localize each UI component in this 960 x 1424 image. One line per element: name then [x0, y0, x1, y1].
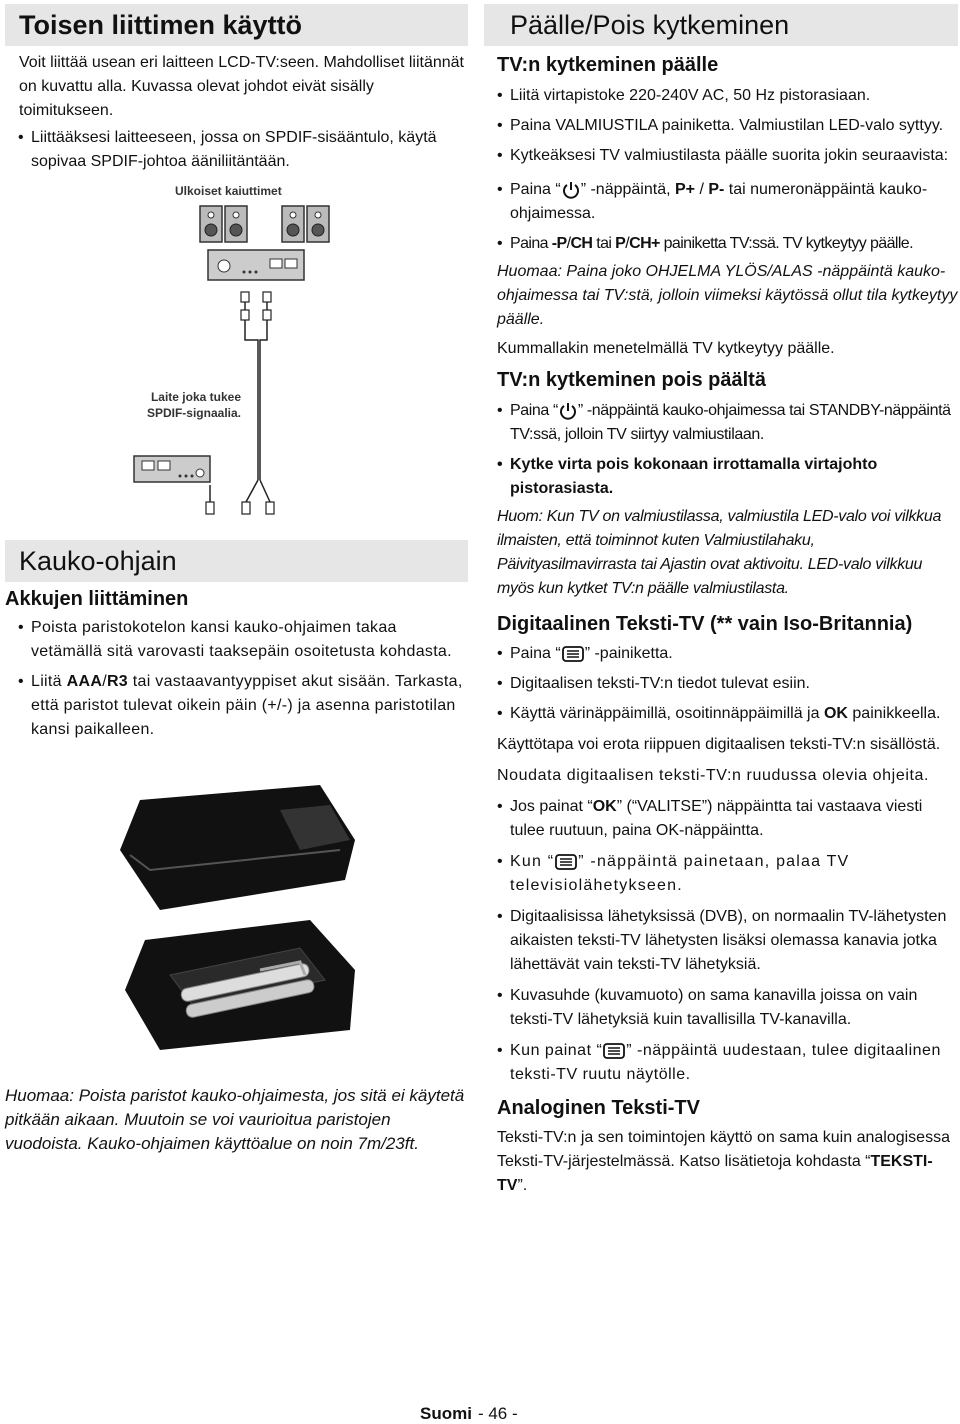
paragraph: Käyttötapa voi erota riippuen digitaalisen teksti-TV:n sisällöstä. — [497, 736, 941, 753]
list-item: • Poista paristokotelon kansi kauko-ohjaimen takaa vetämällä sitä varovasti taaksepäin osoitetusta kohdasta. — [5, 616, 468, 664]
spdif-device-label — [120, 389, 241, 421]
remote-section — [5, 540, 468, 742]
list-item: • Paina -P/CH tai P/CH+ painiketta TV:ssä. TV kytkeytyy päälle. — [484, 232, 958, 256]
right-column — [484, 0, 958, 1198]
speakers-label: Ulkoiset kaiuttimet — [175, 184, 282, 198]
battery-note: Huomaa: Poista paristot kauko-ohjaimesta, jos sitä ei käytetä pitkään aikaan. Muutoin se voi vaurioitua paristojen vuodoista. Kauko-ohjaimen käyttöalue on noin 7m/23ft. — [5, 1086, 465, 1153]
device-label-line2: SPDIF-signaalia. — [146, 406, 241, 420]
subtitle-digital-teletext: Digitaalinen Teksti-TV (** vain Iso-Britannia) — [497, 613, 913, 635]
list-item: • Paina “ ” -näppäintä kauko-ohjaimessa tai STANDBY-näppäintä TV:ssä, jolloin TV siirtyy valmiustilaan. — [484, 399, 958, 447]
digital-teletext-list-1 — [484, 642, 958, 726]
teletext-icon — [561, 645, 585, 663]
turn-on-list — [484, 84, 958, 256]
power-icon — [558, 401, 578, 421]
section-title-second-connector: Toisen liittimen käyttö — [5, 4, 468, 46]
teletext-icon — [602, 1042, 626, 1060]
teletext-icon — [554, 853, 578, 871]
list-item: • Digitaalisissa lähetyksissä (DVB), on normaalin TV-lähetysten aikaisten teksti-TV lähetysten lisäksi olemassa kanavia jotka lähettävät vain teksti-TV lähetyksiä. — [484, 905, 958, 977]
left-column — [5, 0, 468, 174]
spdif-connection-diagram — [120, 180, 360, 530]
footer-language: Suomi — [420, 1404, 472, 1423]
list-item: • Jos painat “OK” (“VALITSE”) näppäintta tai vastaava viesti tulee ruutuun, paina OK-näppäintta. — [484, 795, 958, 843]
amplifier-icon — [208, 250, 304, 280]
list-item: • Paina VALMIUSTILA painiketta. Valmiustilan LED-valo syttyy. — [484, 114, 958, 138]
audio-cable — [245, 298, 267, 480]
intro-paragraph: Voit liittää usean eri laitteen LCD-TV:seen. Mahdolliset liitännät on kuvattu alla. Kuvassa olevat johdot eivät sisälly toimitukseen. — [19, 54, 464, 119]
section-title-power: Päälle/Pois kytkeminen — [484, 4, 958, 46]
remote-battery-photo — [100, 780, 370, 1080]
page-number: - 46 - — [477, 1404, 518, 1423]
page-footer — [420, 1404, 518, 1424]
subtitle-turn-off: TV:n kytkeminen pois päältä — [497, 369, 766, 391]
analog-paragraph: Teksti-TV:n ja sen toimintojen käyttö on sama kuin analogisessa Teksti-TV-järjestelmässä. Katso lisätietoja kohdasta “TEKSTI-TV”. — [497, 1129, 950, 1194]
spdif-list — [5, 126, 468, 174]
turn-on-note: Huomaa: Paina joko OHJELMA YLÖS/ALAS -näppäintä kauko-ohjaimessa tai TV:stä, jolloin viimeksi käytössä ollut tila kytkeytyy päälle. — [497, 263, 958, 328]
list-item: • Kun “ ” -näppäintä painetaan, palaa TV televisiolähetykseen. — [484, 850, 958, 898]
list-item: • Paina “ ” -näppäintä, P+ / P- tai numeronäppäintä kauko-ohjaimessa. — [484, 178, 958, 226]
list-item: • Kun painat “ ” -näppäintä uudestaan, tulee digitaalinen teksti-TV ruutu näytölle. — [484, 1039, 958, 1087]
speaker-left-pair-icon — [200, 206, 247, 242]
list-item: • Digitaalisen teksti-TV:n tiedot tulevat esiin. — [484, 672, 958, 696]
turn-on-summary: Kummallakin menetelmällä TV kytkeytyy päälle. — [497, 340, 835, 357]
speaker-right-pair-icon — [282, 206, 329, 242]
list-item: • Kytke virta pois kokonaan irrottamalla virtajohto pistorasiasta. — [484, 453, 958, 501]
list-item: • Liittääksesi laitteeseen, jossa on SPDIF-sisääntulo, käytä sopivaa SPDIF-johtoa ääniliitäntään. — [5, 126, 468, 174]
paragraph: Noudata digitaalisen teksti-TV:n ruudussa olevia ohjeita. — [497, 767, 930, 784]
digital-teletext-list-2 — [484, 795, 958, 1087]
list-item: • Liitä AAA/R3 tai vastaavantyyppiset akut sisään. Tarkasta, että paristot tulevat oikein päin (+/-) ja asenna paristotilan kansi paikalleen. — [5, 670, 468, 742]
list-item: • Kytkeäksesi TV valmiustilasta päälle suorita jokin seuraavista: — [484, 144, 958, 168]
battery-list — [5, 616, 468, 742]
subtitle-turn-on: TV:n kytkeminen päälle — [497, 54, 719, 76]
spdif-device-icon — [134, 456, 210, 482]
power-icon — [561, 180, 581, 200]
subtitle-analog-teletext: Analoginen Teksti-TV — [497, 1097, 700, 1119]
section-title-remote: Kauko-ohjain — [5, 540, 468, 582]
device-label-line1: Laite joka tukee — [150, 390, 241, 404]
turn-off-list — [484, 399, 958, 501]
list-item: • Liitä virtapistoke 220-240V AC, 50 Hz pistorasiaan. — [484, 84, 958, 108]
turn-off-note: Huom: Kun TV on valmiustilassa, valmiustila LED-valo voi vilkkua ilmaisten, että toiminnot kuten Valmiustilahaku, Päivityasilmavirrasta tai Ajastin ovat aktivoitu. LED-valo vilkkuu myös kun kytket TV:n päälle valmiustilasta. — [497, 508, 942, 597]
subtitle-batteries: Akkujen liittäminen — [5, 588, 189, 610]
list-item: • Käyttä värinäppäimillä, osoitinnäppäimillä ja OK painikkeella. — [484, 702, 958, 726]
list-item: • Paina “ ” -painiketta. — [484, 642, 958, 666]
list-item: • Kuvasuhde (kuvamuoto) on sama kanavilla joissa on vain teksti-TV lähetyksiä kuin tavallisilla TV-kanavilla. — [484, 984, 958, 1032]
